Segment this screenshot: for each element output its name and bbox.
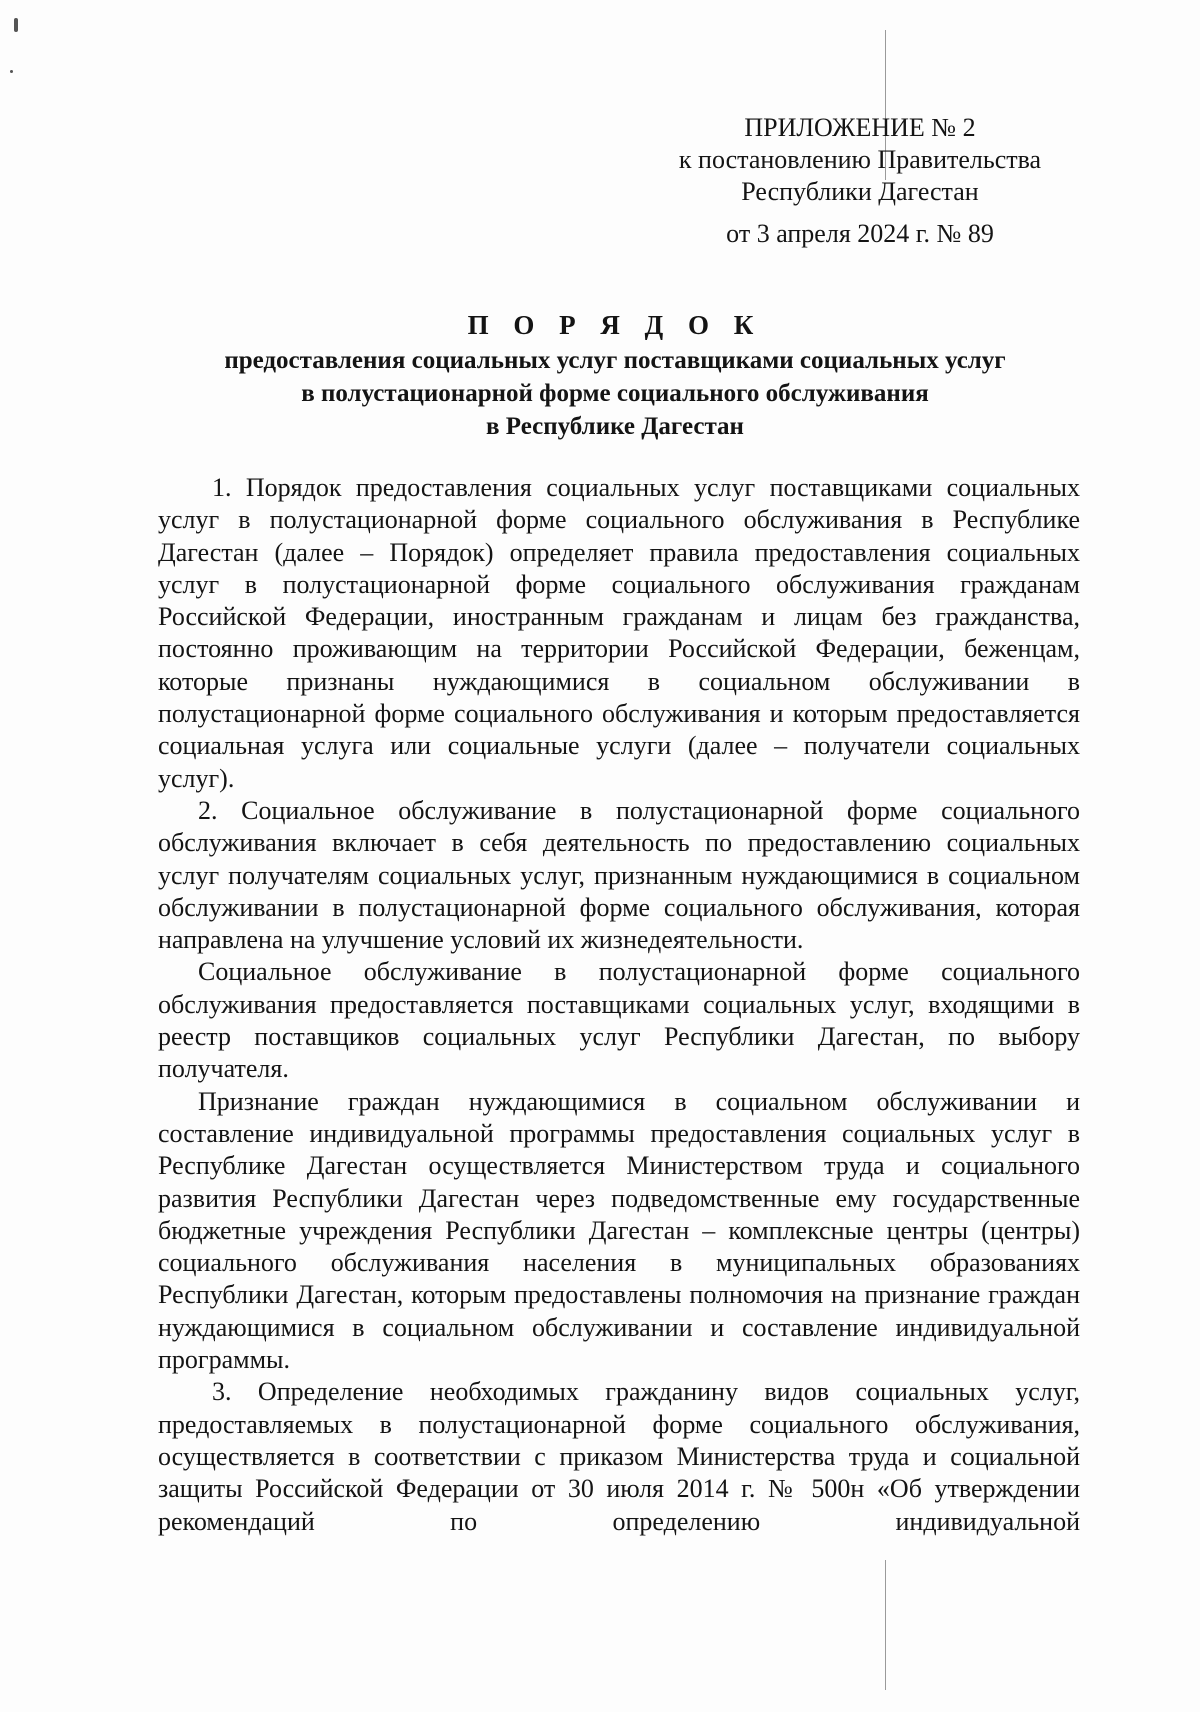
paragraph-3: Социальное обслуживание в полустационарной форме социального обслуживания предоставляется поставщиками социальных услуг, входящими в реестр поставщиков социальных услуг Республики Дагестан, по выбору получателя. <box>158 957 1080 1084</box>
document-heading <box>150 306 1080 443</box>
scan-artifact-line <box>885 1560 886 1690</box>
scan-artifact-speck <box>14 18 18 32</box>
document-body <box>158 472 1080 1538</box>
paragraph-5: 3. Определение необходимых гражданину видов социальных услуг, предоставляемых в полустационарной форме социального обслуживания, осуществляется в соответствии с приказом Министерства труда и социальной защиты Российской Федерации от 30 июля 2014 г. № 500н «Об утверждении рекомендаций по определению индивидуальной <box>158 1377 1080 1536</box>
scan-artifact-speck <box>10 70 13 73</box>
paragraph-1: 1. Порядок предоставления социальных услуг поставщиками социальных услуг в полустационарной форме социального обслуживания в Республике Дагестан (далее – Порядок) определяет правила предоставления социальных услуг в полустационарной форме социального обслуживания гражданам Российской Федерации, иностранным гражданам и лицам без гражданства, постоянно проживающим на территории Российской Федерации, беженцам, которые признаны нуждающимися в социальном обслуживании в полустационарной форме социального обслуживания и которым предоставляется социальная услуга или социальные услуги (далее – получатели социальных услуг). <box>158 473 1080 793</box>
document-subtitle-line-2: в полустационарной форме социального обслуживания <box>301 380 929 407</box>
document-subtitle-line-1: предоставления социальных услуг поставщиками социальных услуг <box>224 347 1006 374</box>
paragraph-2: 2. Социальное обслуживание в полустационарной форме социального обслуживания включает в себя деятельность по предоставлению социальных услуг получателям социальных услуг, признанным нуждающимися в социальном обслуживании в полустационарной форме социального обслуживания, которая направлена на улучшение условий их жизнедеятельности. <box>158 795 1080 955</box>
paragraph-4: Признание граждан нуждающимися в социальном обслуживании и составление индивидуальной программы предоставления социальных услуг в Республике Дагестан осуществляется Министерством труда и социального развития Республики Дагестан через подведомственные ему государственные бюджетные учреждения Республики Дагестан – комплексные центры (центры) социального обслуживания населения в муниципальных образованиях Республики Дагестан, которым предоставлены полномочия на признание граждан нуждающимися в социальном обслуживании и составление индивидуальной программы. <box>158 1086 1080 1375</box>
appendix-block <box>640 112 1080 250</box>
appendix-date: от 3 апреля 2024 г. № 89 <box>726 219 994 248</box>
appendix-region: Республики Дагестан <box>741 177 979 206</box>
appendix-number: ПРИЛОЖЕНИЕ № 2 <box>744 113 976 142</box>
document-subtitle-line-3: в Республике Дагестан <box>486 413 744 440</box>
document-title: П О Р Я Д О К <box>467 310 763 340</box>
appendix-reference: к постановлению Правительства <box>678 145 1042 174</box>
